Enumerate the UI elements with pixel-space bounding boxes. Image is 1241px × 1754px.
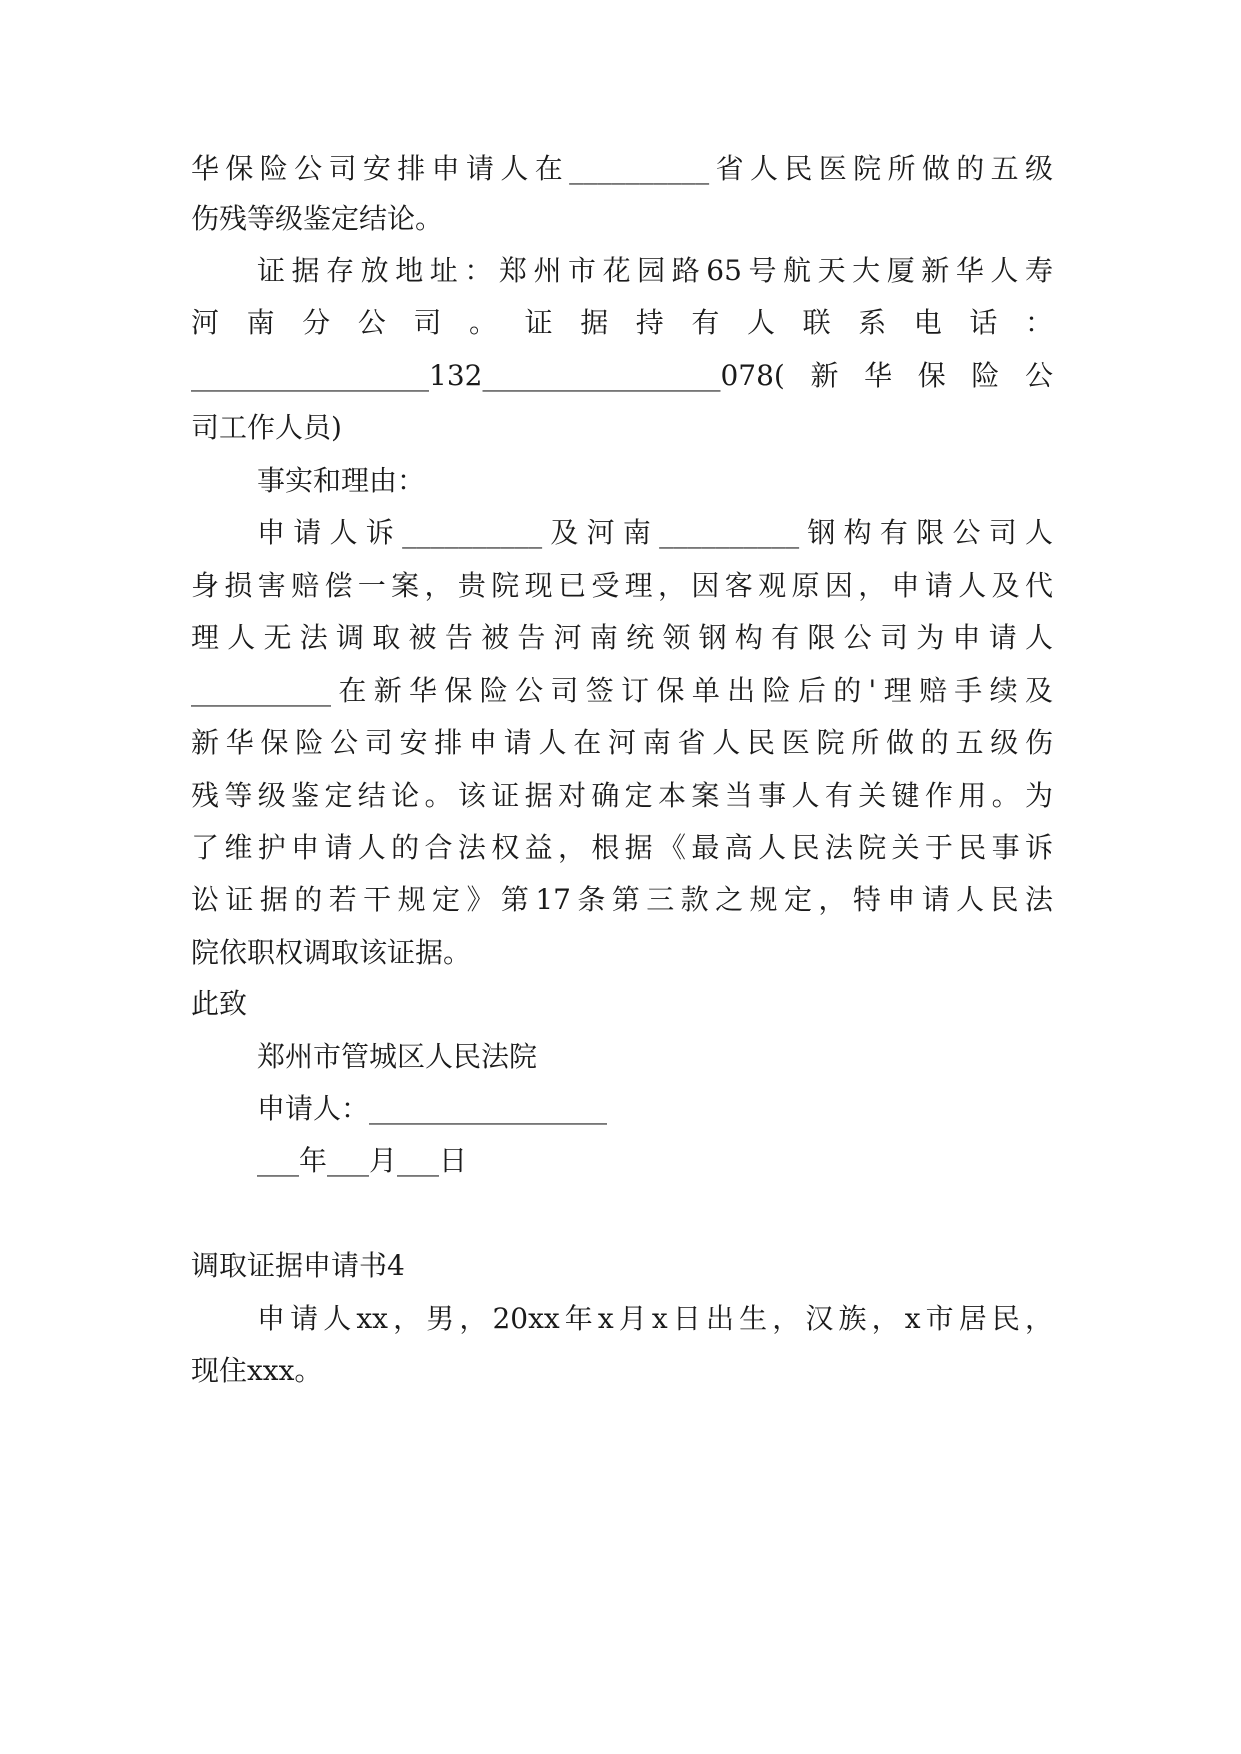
facts-line-3: 理人无法调取被告被告河南统领钢构有限公司为申请人 bbox=[191, 621, 1053, 654]
facts-line-6: 残等级鉴定结论。该证据对确定本案当事人有关键作用。为 bbox=[191, 779, 1053, 812]
facts-heading: 事实和理由： bbox=[257, 464, 426, 497]
facts-line-2: 身损害赔偿一案，贵院现已受理，因客观原因，申请人及代 bbox=[191, 569, 1053, 602]
applicant-info-line-2: 现住xxx。 bbox=[191, 1354, 323, 1387]
body-line-6: 司工作人员) bbox=[191, 411, 342, 444]
body-line-2: 伤残等级鉴定结论。 bbox=[191, 202, 444, 235]
applicant-signature: 申请人：_________________ bbox=[257, 1092, 608, 1125]
body-line-1: 华保险公司安排申请人在__________省人民医院所做的五级 bbox=[191, 152, 1053, 185]
court-name: 郑州市管城区人民法院 bbox=[257, 1040, 538, 1073]
section-title: 调取证据申请书4 bbox=[191, 1249, 405, 1282]
facts-line-8: 讼证据的若干规定》第17条第三款之规定，特申请人民法 bbox=[191, 883, 1053, 916]
date-line: ___年___月___日 bbox=[257, 1144, 468, 1177]
evidence-holder-line: 河 南 分 公 司 。 证 据 持 有 人 联 系 电 话 ： bbox=[191, 306, 1053, 339]
facts-line-7: 了维护申请人的合法权益，根据《最高人民法院关于民事诉 bbox=[191, 831, 1053, 864]
facts-line-5: 新华保险公司安排申请人在河南省人民医院所做的五级伤 bbox=[191, 726, 1053, 759]
facts-line-1: 申请人诉__________及河南__________钢构有限公司人 bbox=[257, 516, 1053, 549]
facts-line-4: __________在新华保险公司签订保单出险后的'理赔手续及 bbox=[191, 674, 1053, 707]
applicant-info-line-1: 申请人xx，男，20xx年x月x日出生，汉族，x市居民， bbox=[257, 1302, 1053, 1335]
facts-line-9: 院依职权调取该证据。 bbox=[191, 936, 472, 969]
phone-line: _________________132_________________078(新华保险公 bbox=[191, 359, 1053, 392]
salutation: 此致 bbox=[191, 987, 248, 1020]
evidence-address-line: 证据存放地址：郑州市花园路65号航天大厦新华人寿 bbox=[257, 254, 1053, 287]
